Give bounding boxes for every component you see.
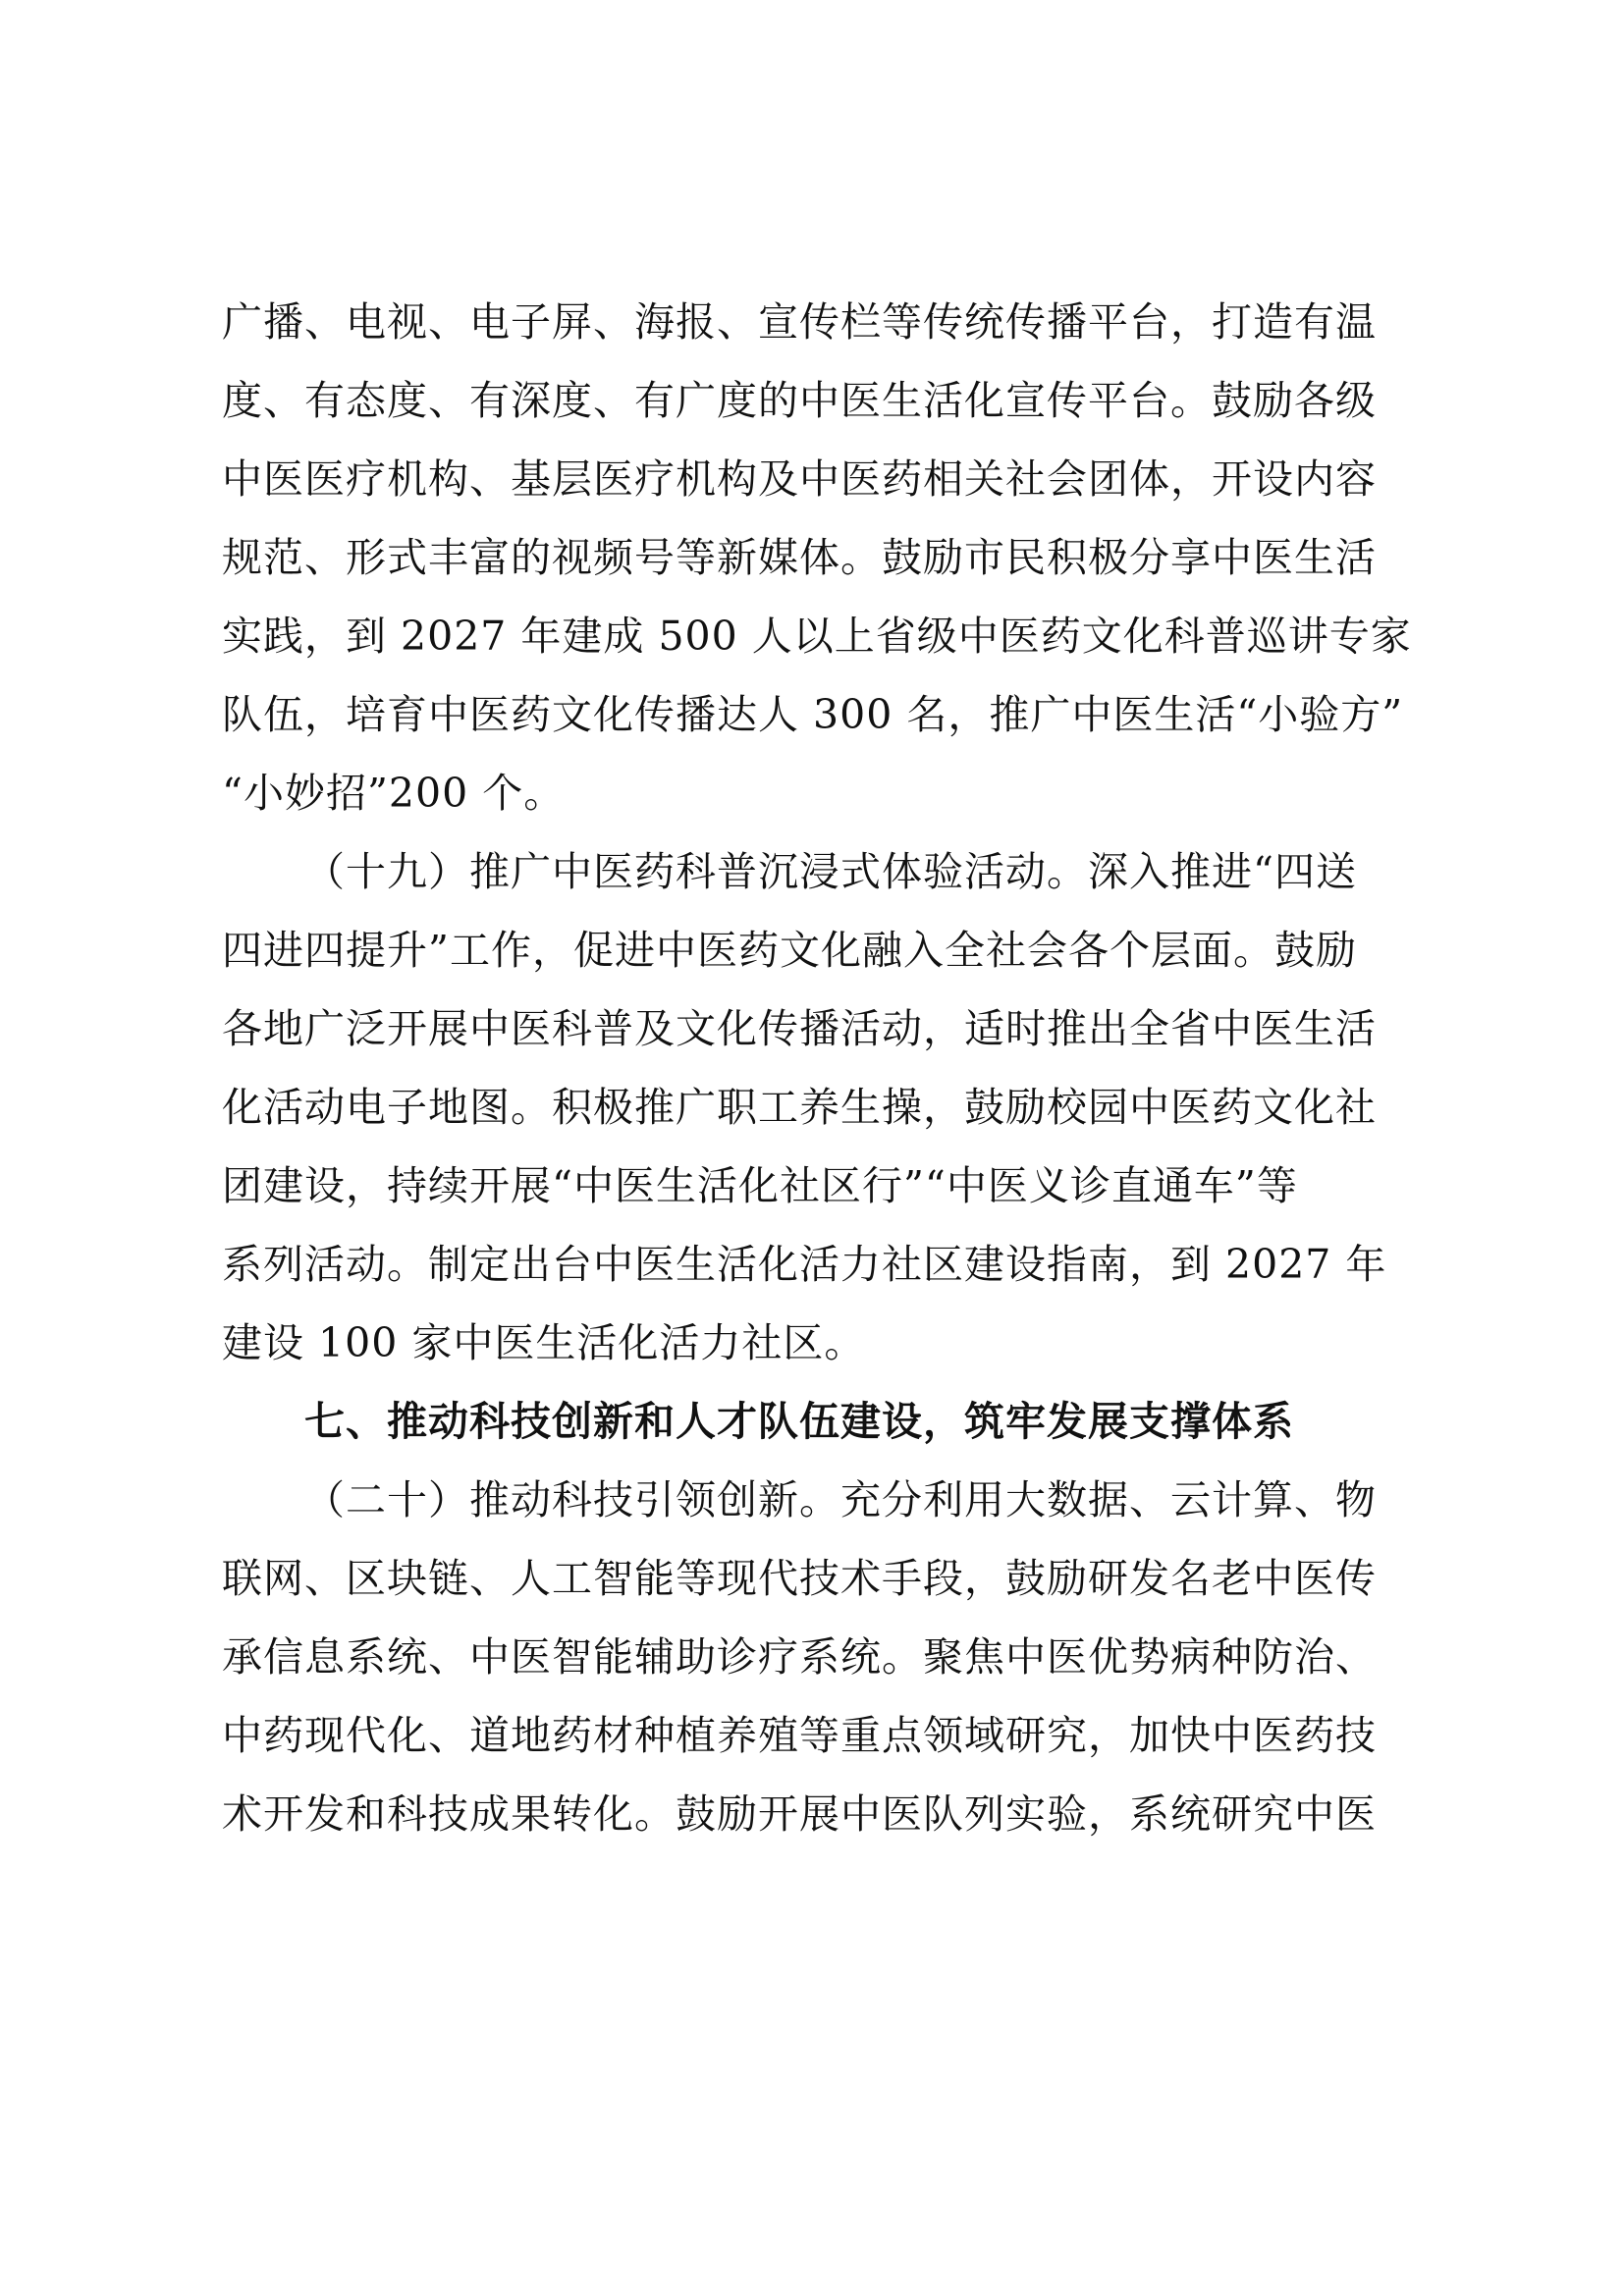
body-line-5: 实践，到 2027 年建成 500 人以上省级中医药文化科普巡讲专家 [222,613,1412,660]
body-line-19: 中药现代化、道地药材种植养殖等重点领域研究，加快中医药技 [222,1712,1377,1759]
body-line-10: 各地广泛开展中医科普及文化传播活动，适时推出全省中医生活 [222,1005,1377,1052]
section-heading-seven: 七、推动科技创新和人才队伍建设，筑牢发展支撑体系 [304,1398,1294,1445]
body-line-7: “小妙招”200 个。 [222,770,566,817]
body-line-20: 术开发和科技成果转化。鼓励开展中医队列实验，系统研究中医 [222,1790,1377,1838]
body-line-2: 度、有态度、有深度、有广度的中医生活化宣传平台。鼓励各级 [222,377,1377,424]
body-line-12: 团建设，持续开展“中医生活化社区行”“中医义诊直通车”等 [222,1162,1298,1209]
body-line-9: 四进四提升”工作，促进中医药文化融入全社会各个层面。鼓励 [222,927,1357,974]
body-line-3: 中医医疗机构、基层医疗机构及中医药相关社会团体，开设内容 [222,455,1377,503]
body-line-18: 承信息系统、中医智能辅助诊疗系统。聚焦中医优势病种防治、 [222,1633,1377,1681]
body-line-6: 队伍，培育中医药文化传播达人 300 名，推广中医生活“小验方” [222,691,1404,738]
body-line-1: 广播、电视、电子屏、海报、宣传栏等传统传播平台，打造有温 [222,298,1377,346]
body-line-11: 化活动电子地图。积极推广职工养生操，鼓励校园中医药文化社 [222,1084,1377,1131]
body-line-14: 建设 100 家中医生活化活力社区。 [222,1319,866,1366]
paragraph-20-first-line: （二十）推动科技引领创新。充分利用大数据、云计算、物 [304,1476,1377,1523]
body-line-4: 规范、形式丰富的视频号等新媒体。鼓励市民积极分享中医生活 [222,534,1377,581]
body-line-13: 系列活动。制定出台中医生活化活力社区建设指南，到 2027 年 [222,1241,1387,1288]
body-line-17: 联网、区块链、人工智能等现代技术手段，鼓励研发名老中医传 [222,1555,1377,1602]
paragraph-19-first-line: （十九）推广中医药科普沉浸式体验活动。深入推进“四送 [304,848,1357,895]
